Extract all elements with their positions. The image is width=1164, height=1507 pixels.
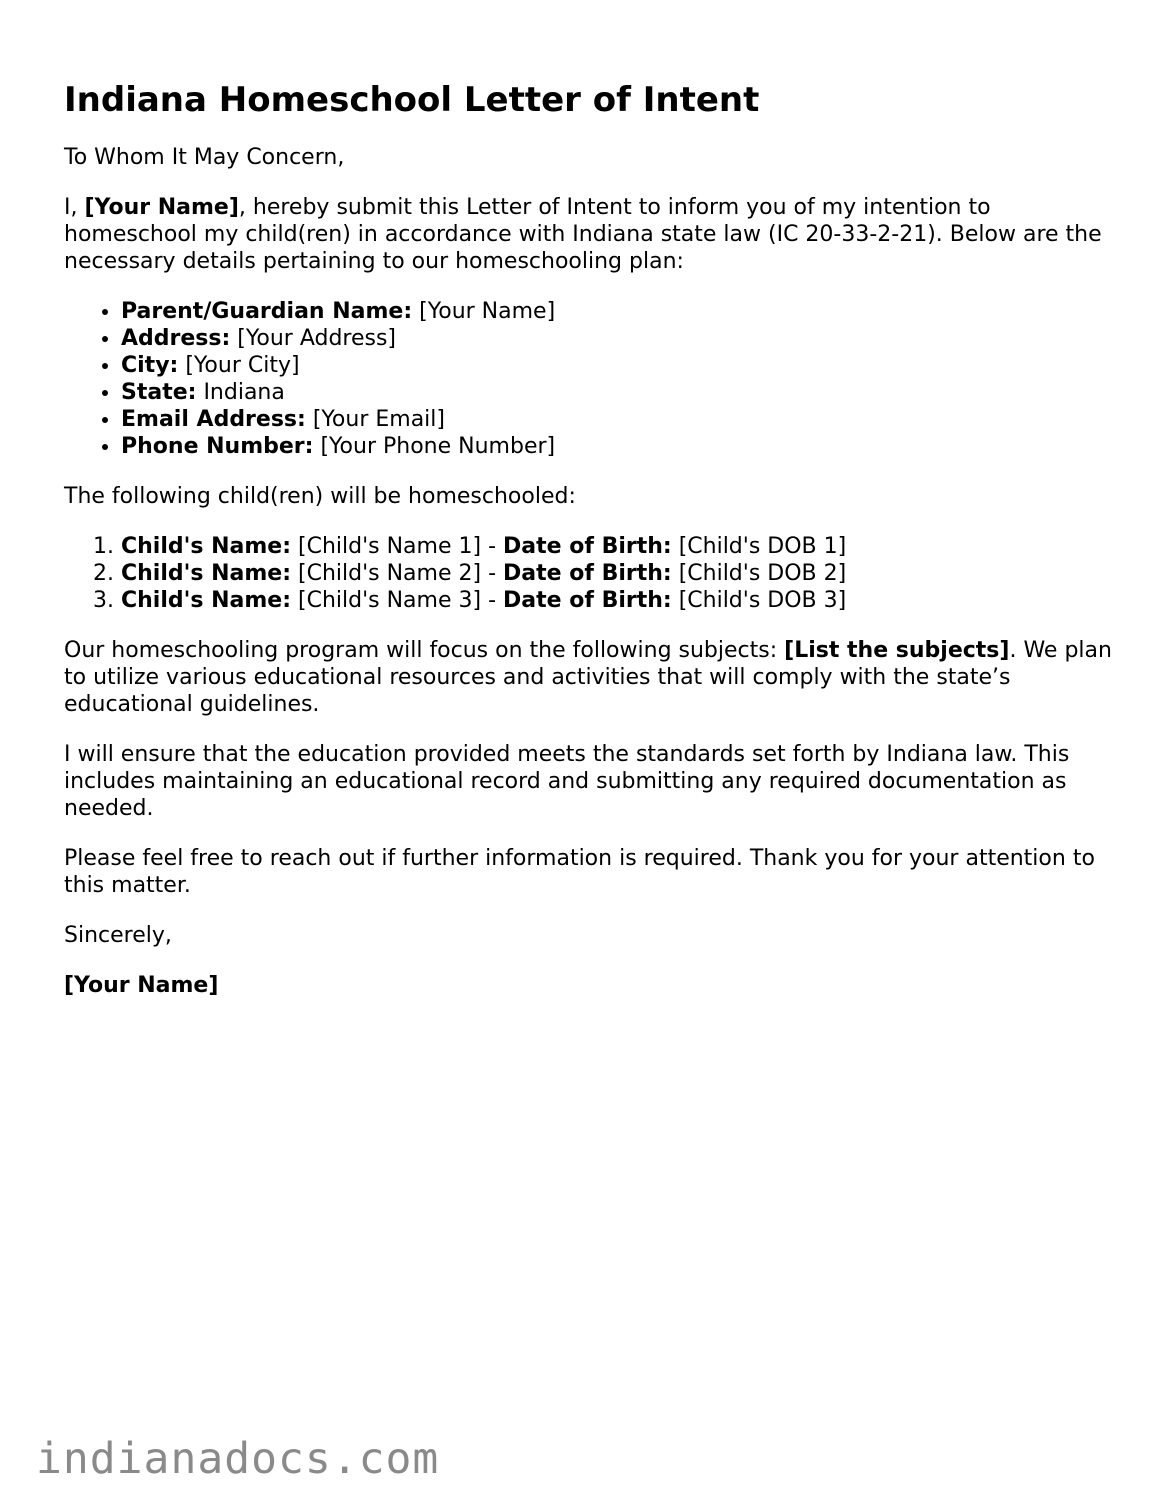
detail-label: Email Address: bbox=[121, 407, 306, 432]
child-name: [Child's Name 1] - bbox=[291, 534, 504, 559]
letter-page bbox=[64, 78, 1114, 1022]
detail-item-city bbox=[121, 352, 1114, 379]
detail-item-email bbox=[121, 406, 1114, 433]
intro-name-placeholder: [Your Name] bbox=[84, 195, 239, 220]
child-dob-label: Date of Birth: bbox=[503, 588, 672, 613]
child-dob: [Child's DOB 3] bbox=[671, 588, 847, 613]
page-title: Indiana Homeschool Letter of Intent bbox=[64, 80, 760, 120]
detail-item-address bbox=[121, 325, 1114, 352]
detail-item-parent-name bbox=[121, 298, 1114, 325]
subjects-prefix: Our homeschooling program will focus on the following subjects: bbox=[64, 638, 785, 663]
child-item bbox=[121, 587, 1114, 614]
child-item bbox=[121, 560, 1114, 587]
child-dob-label: Date of Birth: bbox=[503, 561, 672, 586]
child-name: [Child's Name 3] - bbox=[291, 588, 504, 613]
child-dob: [Child's DOB 1] bbox=[671, 534, 847, 559]
subjects-paragraph bbox=[64, 637, 1114, 718]
child-name-label: Child's Name: bbox=[121, 561, 292, 586]
detail-item-phone bbox=[121, 433, 1114, 460]
intro-text: , hereby submit this Letter of Intent to inform you of my intention to homeschool my child(ren) in accordance with Indiana state law (IC 20-33-2-21). Below are the necessary details pertaining to our homeschooling plan: bbox=[64, 195, 1102, 274]
detail-value: [Your Phone Number] bbox=[313, 434, 556, 459]
detail-value: Indiana bbox=[196, 380, 285, 405]
children-list bbox=[64, 533, 1114, 614]
salutation: To Whom It May Concern, bbox=[64, 145, 345, 170]
child-name-label: Child's Name: bbox=[121, 588, 292, 613]
child-dob: [Child's DOB 2] bbox=[671, 561, 847, 586]
child-item bbox=[121, 533, 1114, 560]
detail-label: City: bbox=[121, 353, 179, 378]
intro-prefix: I, bbox=[64, 195, 85, 220]
detail-value: [Your City] bbox=[178, 353, 300, 378]
child-dob-label: Date of Birth: bbox=[503, 534, 672, 559]
detail-value: [Your Name] bbox=[412, 299, 556, 324]
details-list bbox=[64, 298, 1114, 460]
closing-paragraph: Please feel free to reach out if further information is required. Thank you for your attention to this matter. bbox=[64, 846, 1095, 898]
detail-label: State: bbox=[121, 380, 197, 405]
standards-paragraph: I will ensure that the education provided meets the standards set forth by Indiana law. This includes maintaining an educational record and submitting any required documentation as needed. bbox=[64, 742, 1070, 821]
child-name-label: Child's Name: bbox=[121, 534, 292, 559]
detail-value: [Your Address] bbox=[230, 326, 397, 351]
intro-paragraph bbox=[64, 194, 1114, 275]
signature-placeholder: [Your Name] bbox=[64, 973, 219, 998]
detail-label: Address: bbox=[121, 326, 231, 351]
children-intro: The following child(ren) will be homeschooled: bbox=[64, 484, 576, 509]
watermark: indianadocs.com bbox=[36, 1434, 440, 1484]
detail-item-state bbox=[121, 379, 1114, 406]
signoff: Sincerely, bbox=[64, 923, 172, 948]
child-name: [Child's Name 2] - bbox=[291, 561, 504, 586]
subjects-placeholder: [List the subjects] bbox=[784, 638, 1010, 663]
subjects-suffix: . We plan to utilize various educational resources and activities that will comply with the state’s educational guidelines. bbox=[64, 638, 1112, 717]
detail-label: Parent/Guardian Name: bbox=[121, 299, 413, 324]
detail-value: [Your Email] bbox=[305, 407, 445, 432]
detail-label: Phone Number: bbox=[121, 434, 314, 459]
